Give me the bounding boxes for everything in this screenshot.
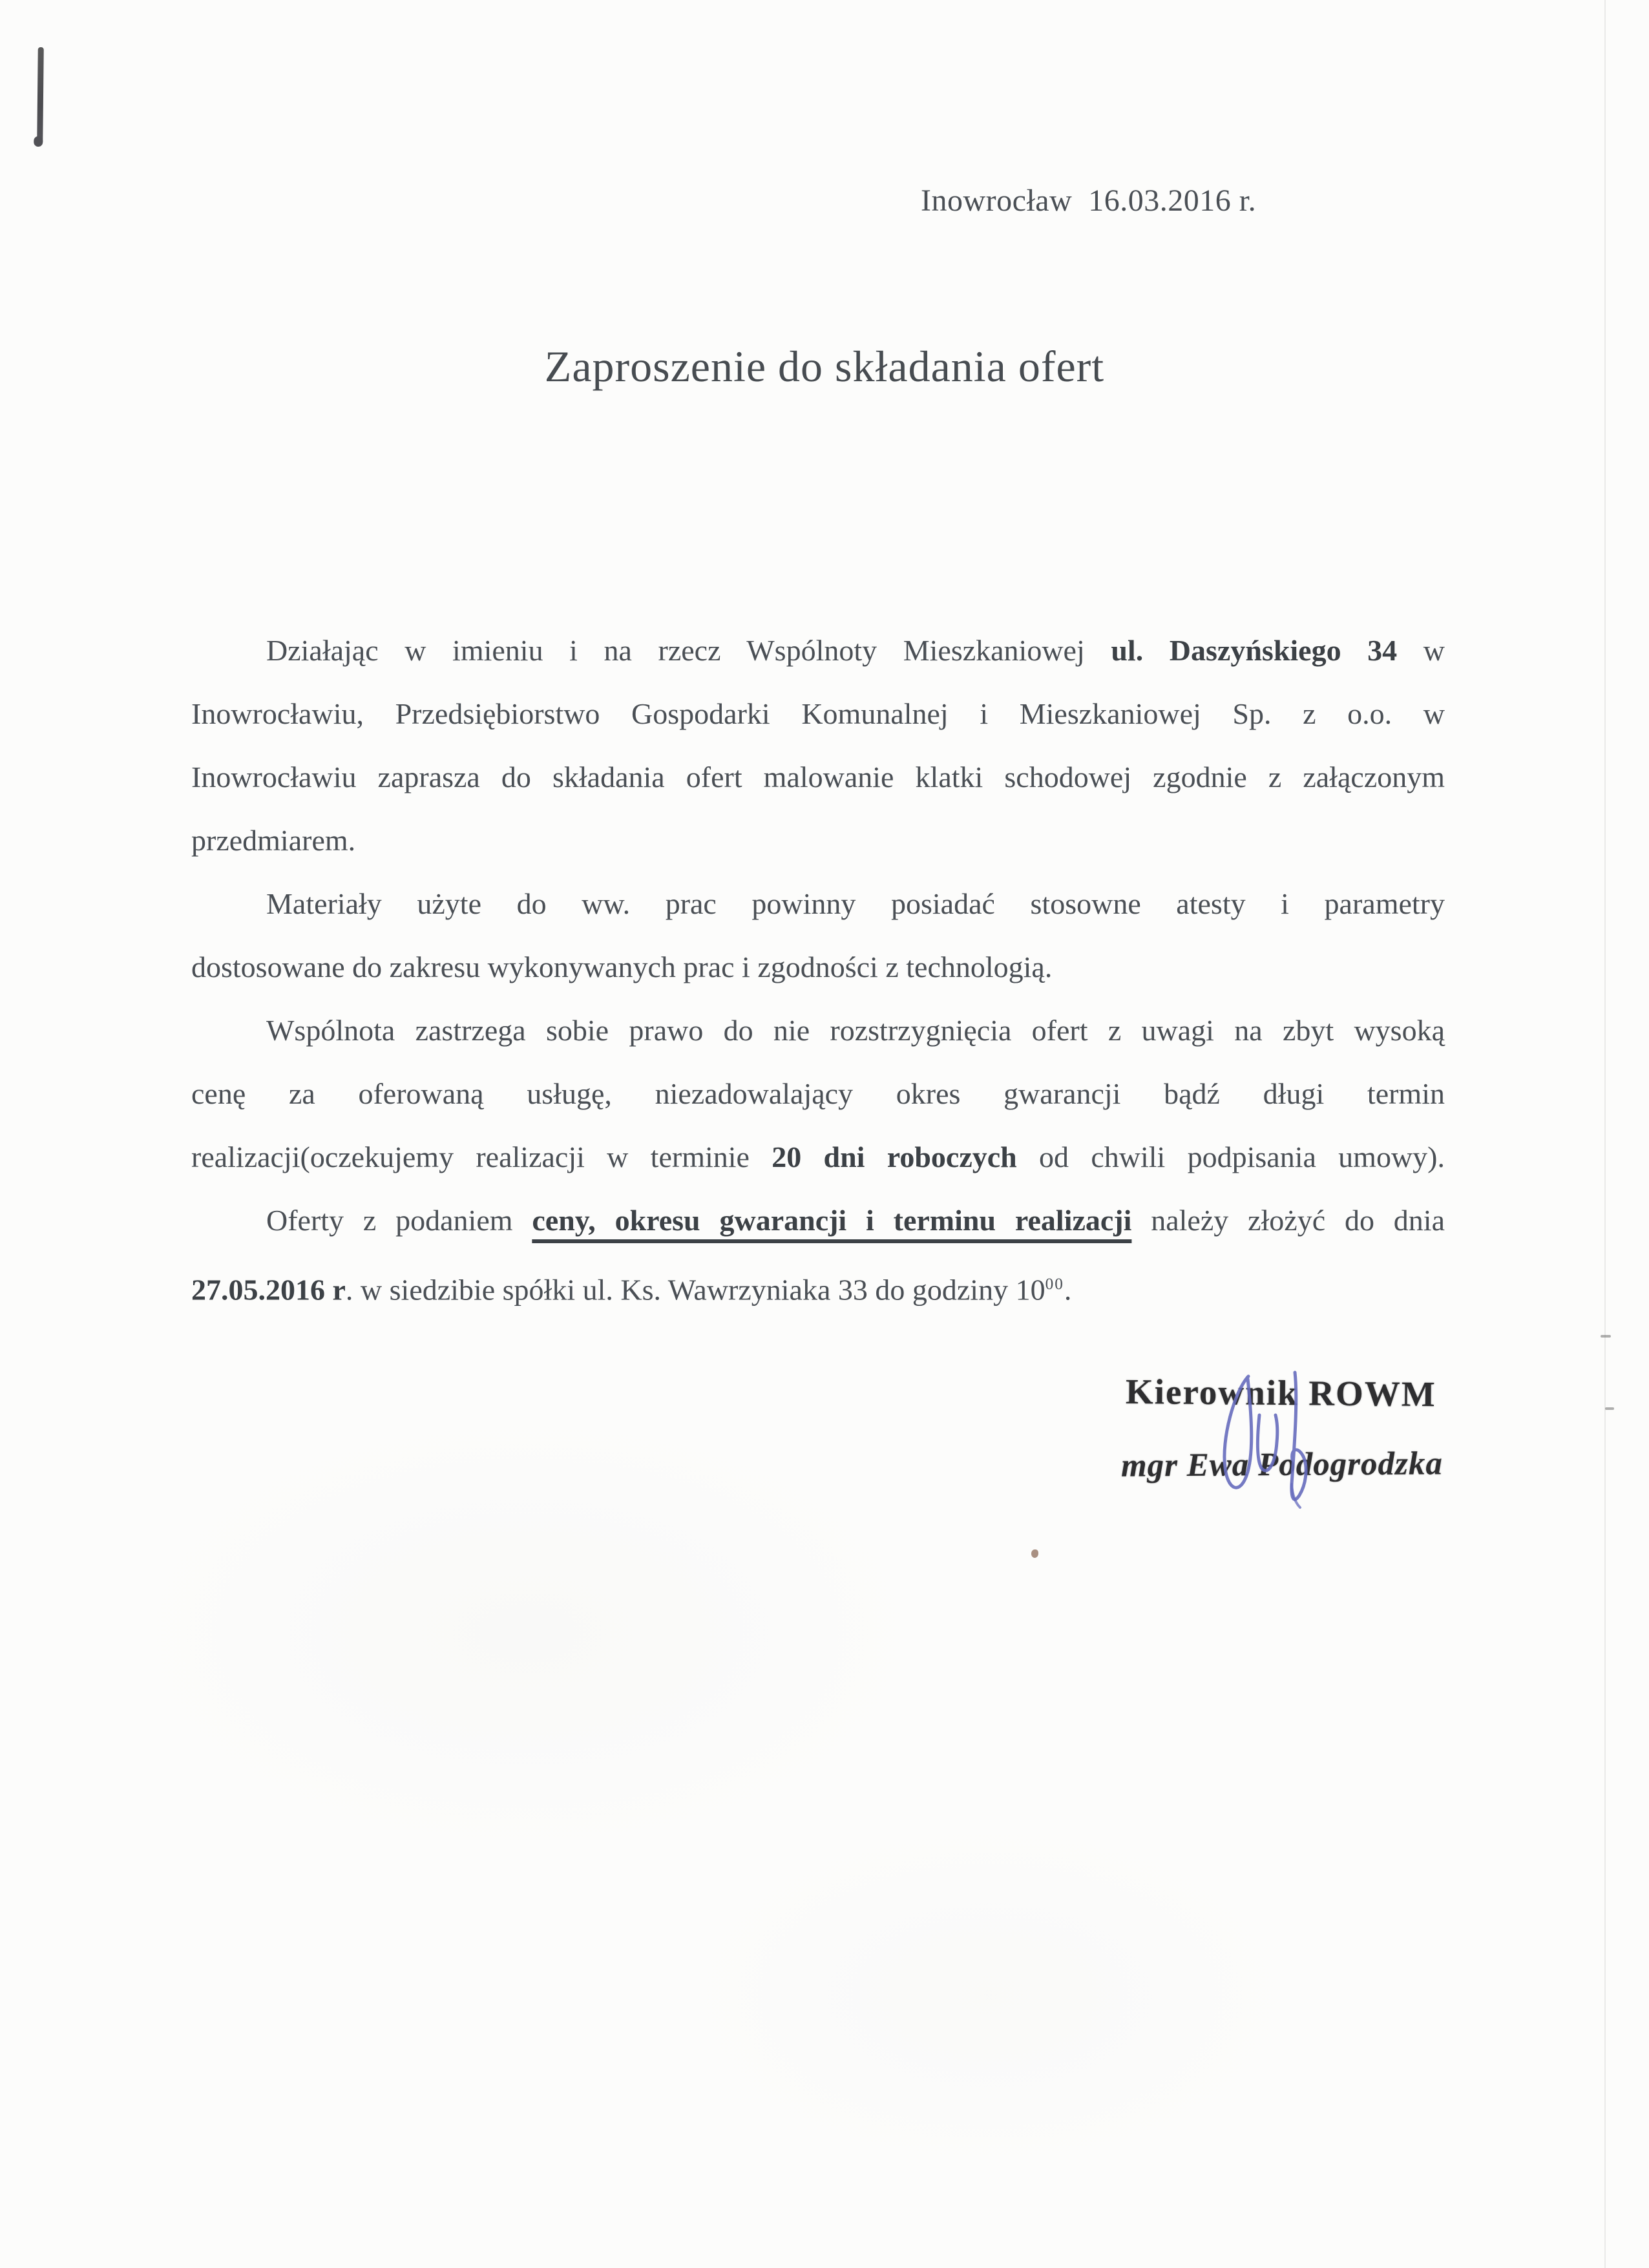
text-run: Inowrocławiu, Przedsiębiorstwo Gospodarki Komunalnej i Mieszkaniowej Sp. z o.o. w [191, 697, 1445, 730]
text-line [191, 746, 1445, 809]
text-run: 20 dni roboczych [772, 1140, 1017, 1173]
text-run: w [1397, 634, 1445, 667]
paragraph [191, 1189, 1445, 1321]
text-run: . [1064, 1273, 1072, 1307]
text-line [191, 809, 1445, 872]
text-run: 27.05.2016 r [191, 1273, 346, 1307]
text-run: dostosowane do zakresu wykonywanych prac i zgodności z technologią. [191, 950, 1053, 983]
text-run: ul. Daszyńskiego 34 [1111, 634, 1398, 667]
handwritten-signature [1197, 1365, 1319, 1510]
text-run: realizacji(oczekujemy realizacji w terminie [191, 1140, 772, 1173]
scan-artifact-mark-foot [34, 136, 43, 147]
text-run: 00 [1045, 1275, 1064, 1293]
scan-edge-tick [1605, 1407, 1614, 1410]
text-run: Oferty z podaniem [266, 1204, 532, 1237]
scan-artifact-mark [37, 47, 44, 144]
scan-speck [1031, 1549, 1038, 1558]
text-run: od chwili podpisania umowy). [1016, 1140, 1445, 1173]
text-run: . w siedzibie spółki ul. Ks. Wawrzyniaka 33 do godziny 10 [345, 1273, 1045, 1307]
text-run: przedmiarem. [191, 824, 356, 857]
text-run: cenę za oferowaną usługę, niezadowalający okres gwarancji bądź długi termin [191, 1077, 1445, 1110]
text-line [191, 1189, 1445, 1252]
text-line [191, 619, 1445, 682]
stamp-name-line: mgr Ewa Podogrodzka [1120, 1445, 1444, 1484]
text-run: ceny, okresu gwarancji i terminu realizacji [532, 1204, 1132, 1237]
body-text [191, 619, 1445, 1321]
scan-edge-line [1604, 0, 1606, 2268]
text-run: Wspólnota zastrzega sobie prawo do nie rozstrzygnięcia ofert z uwagi na zbyt wysoką [266, 1014, 1445, 1047]
text-run: Inowrocławiu zaprasza do składania ofert malowanie klatki schodowej zgodnie z załączonym [191, 761, 1445, 793]
text-line [191, 872, 1445, 936]
signature-stroke [1257, 1415, 1277, 1471]
text-line [191, 682, 1445, 746]
stamp-role-line: Kierownik ROWM [1125, 1371, 1436, 1414]
paragraph [191, 619, 1445, 872]
paragraph [191, 872, 1445, 999]
signature-stroke [1224, 1376, 1252, 1487]
text-line [191, 936, 1445, 999]
date-line: Inowrocław 16.03.2016 r. [921, 184, 1257, 218]
scan-edge-tick [1601, 1335, 1611, 1338]
text-line [191, 1062, 1445, 1126]
text-run: Działając w imieniu i na rzecz Wspólnoty Mieszkaniowej [266, 634, 1111, 667]
text-run: Materiały użyte do ww. prac powinny posiadać stosowne atesty i parametry [266, 887, 1445, 920]
paragraph [191, 999, 1445, 1189]
text-line [191, 1126, 1445, 1189]
text-run: należy złożyć do dnia [1131, 1204, 1445, 1237]
text-line [191, 999, 1445, 1062]
signature-stroke [1292, 1372, 1306, 1499]
text-line [191, 1252, 1445, 1321]
document-title: Zaproszenie do składania ofert [544, 342, 1105, 391]
